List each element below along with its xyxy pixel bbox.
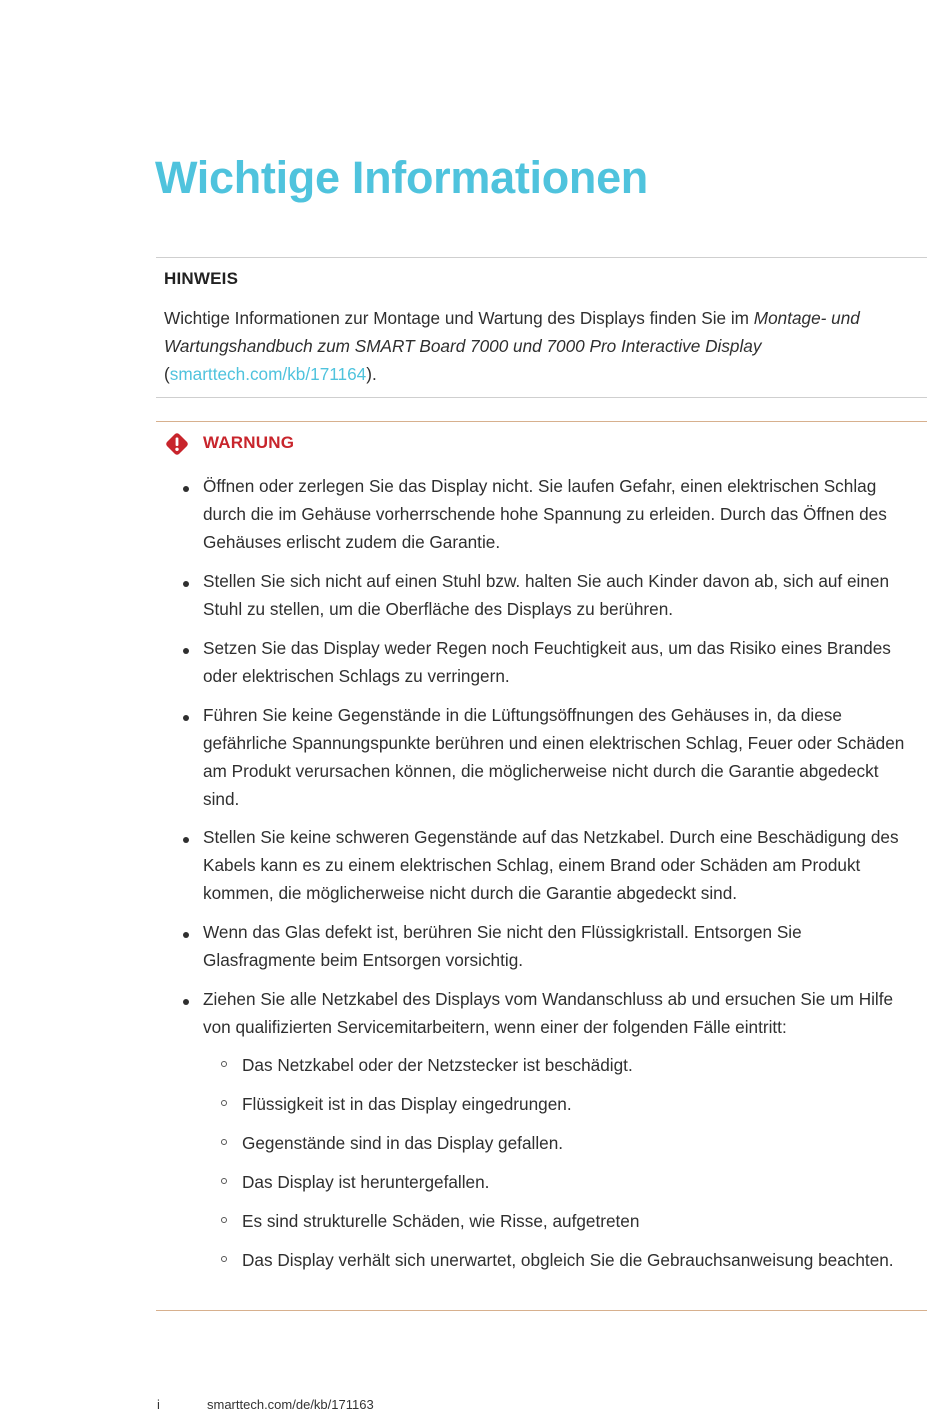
note-heading: HINWEIS — [164, 269, 239, 288]
warning-sub-item: Gegenstände sind in das Display gefallen. — [242, 1133, 564, 1153]
warning-item: Stellen Sie sich nicht auf einen Stuhl bzw. halten Sie auch Kinder davon ab, sich auf einen Stuhl zu stellen, um die Oberfläche des Displays zu berühren. — [203, 571, 890, 619]
warning-sub-item: Es sind strukturelle Schäden, wie Risse, aufgetreten — [242, 1211, 640, 1231]
sub-bullet-circle — [221, 1139, 227, 1145]
bullet-dot — [183, 837, 189, 843]
note-text-open: ( — [164, 364, 170, 384]
bullet-dot — [183, 932, 189, 938]
note-box — [156, 257, 927, 398]
page-number: i — [157, 1397, 160, 1412]
note-text-italic: Montage- und Wartungshandbuch zum SMART Board 7000 und 7000 Pro Interactive Display — [164, 308, 860, 356]
warning-item: Öffnen oder zerlegen Sie das Display nicht. Sie laufen Gefahr, einen elektrischen Schlag durch die im Gehäuse vorherrschende hohe Spannung zu erleiden. Durch das Öffnen des Gehäuses erlischt zudem die Garantie. — [203, 476, 887, 552]
note-text-close: ). — [366, 364, 377, 384]
note-text — [164, 304, 919, 388]
bullet-dot — [183, 648, 189, 654]
warning-box — [156, 421, 927, 1311]
bullet-dot — [183, 999, 189, 1005]
bullet-dot — [183, 581, 189, 587]
page-title: Wichtige Informationen — [155, 152, 648, 203]
warning-sub-item: Flüssigkeit ist in das Display eingedrungen. — [242, 1094, 572, 1114]
warning-item: Ziehen Sie alle Netzkabel des Displays vom Wandanschluss ab und ersuchen Sie um Hilfe von qualifizierten Servicemitarbeitern, wenn einer der folgenden Fälle eintritt: — [203, 989, 894, 1037]
sub-bullet-circle — [221, 1100, 227, 1106]
warning-sub-item: Das Display ist heruntergefallen. — [242, 1172, 490, 1192]
warning-item: Setzen Sie das Display weder Regen noch Feuchtigkeit aus, um das Risiko eines Brandes oder elektrischen Schlags zu verringern. — [203, 638, 891, 686]
warning-heading: WARNUNG — [203, 433, 295, 452]
sub-bullet-circle — [221, 1061, 227, 1067]
warning-diamond-icon — [164, 431, 190, 457]
footer-url-link[interactable]: smarttech.com/de/kb/171163 — [207, 1397, 374, 1412]
sub-bullet-circle — [221, 1178, 227, 1184]
sub-bullet-circle — [221, 1217, 227, 1223]
warning-sub-item: Das Netzkabel oder der Netzstecker ist beschädigt. — [242, 1055, 633, 1075]
bullet-dot — [183, 486, 189, 492]
warning-sub-item: Das Display verhält sich unerwartet, obgleich Sie die Gebrauchsanweisung beachten. — [242, 1250, 894, 1270]
note-text-before: Wichtige Informationen zur Montage und Wartung des Displays finden Sie im — [164, 308, 754, 328]
warning-item: Führen Sie keine Gegenstände in die Lüftungsöffnungen des Gehäuses in, da diese gefährliche Spannungspunkte berühren und einen elektrischen Schlag, Feuer oder Schäden am Produkt verursachen können, die möglicherweise nicht durch die Garantie abgedeckt sind. — [203, 705, 905, 809]
bullet-dot — [183, 715, 189, 721]
warning-item: Wenn das Glas defekt ist, berühren Sie nicht den Flüssigkristall. Entsorgen Sie Glasfragmente beim Entsorgen vorsichtig. — [203, 922, 802, 970]
warning-item: Stellen Sie keine schweren Gegenstände auf das Netzkabel. Durch eine Beschädigung des Kabels kann es zu einem elektrischen Schlag, einem Brand oder Schäden am Produkt kommen, die möglicherweise nicht durch die Garantie abgedeckt sind. — [203, 827, 899, 903]
sub-bullet-circle — [221, 1256, 227, 1262]
manual-link[interactable]: smarttech.com/kb/171164 — [169, 364, 367, 384]
